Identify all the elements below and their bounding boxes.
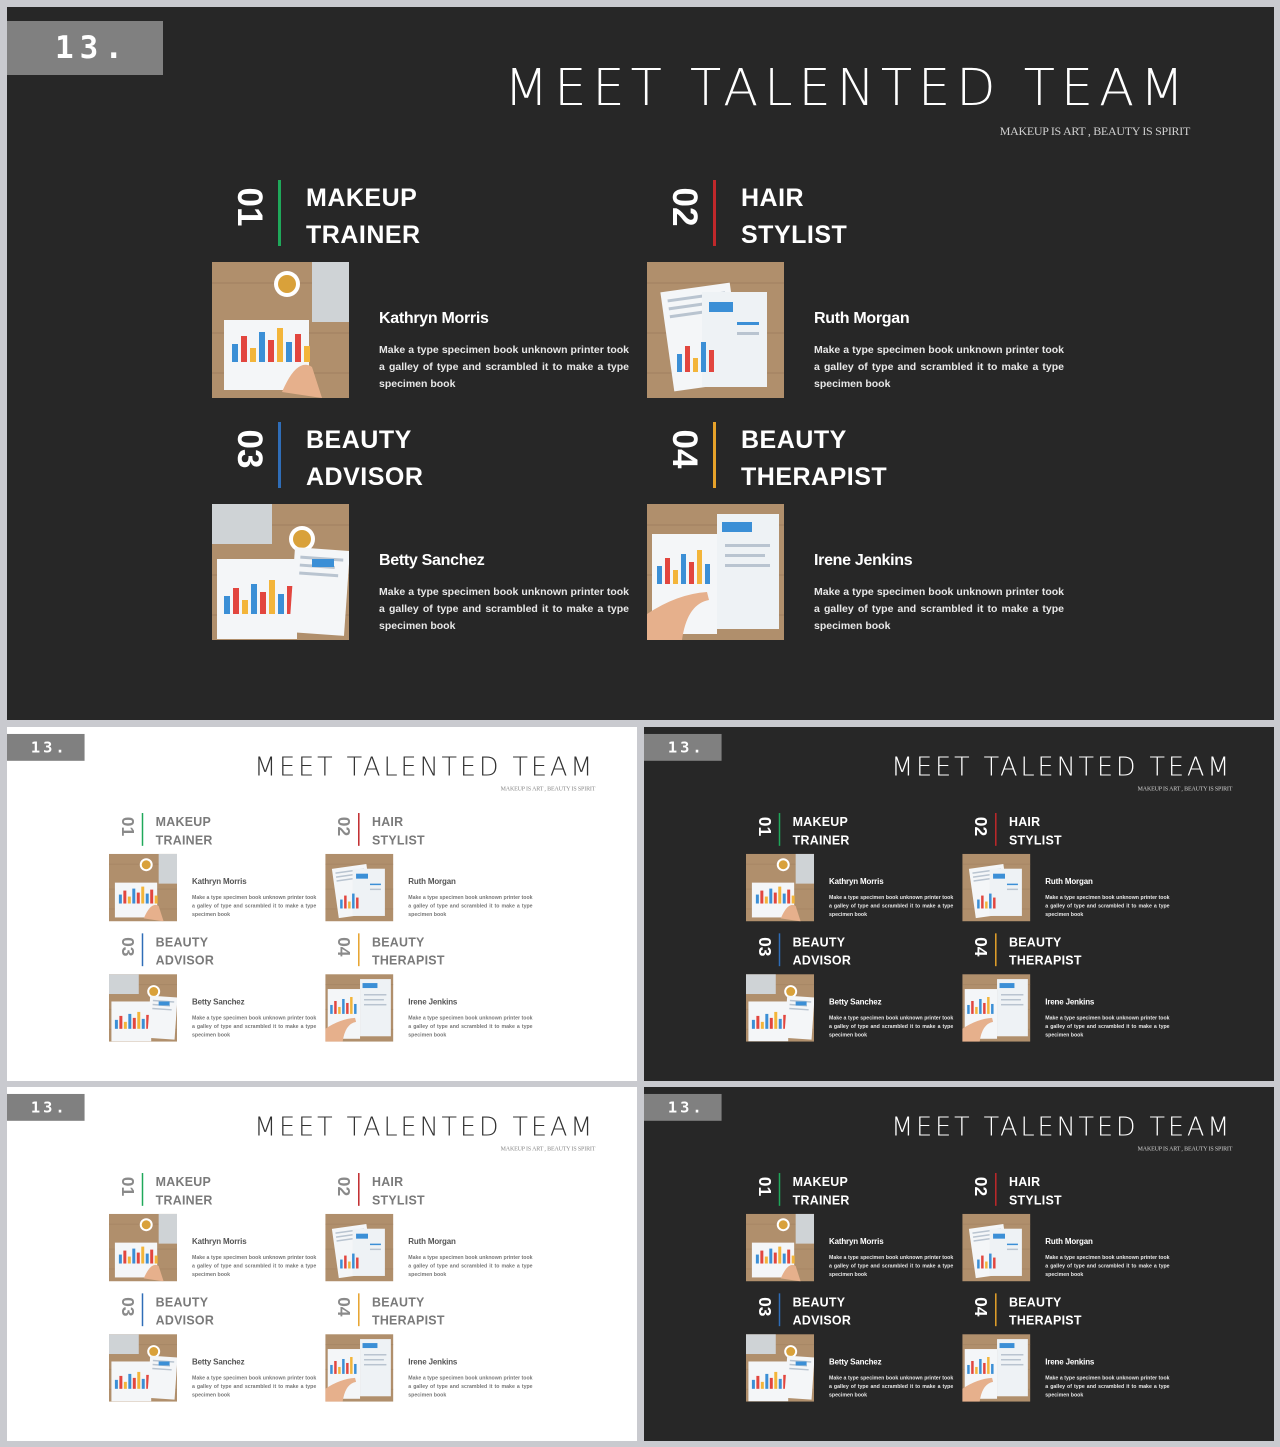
member-role-line2: ADVISOR: [155, 953, 215, 968]
photo-illustration: [647, 504, 784, 640]
photo-illustration: [325, 974, 393, 1042]
member-description: Make a type specimen book unknown printer took a galley of type and scrambled it to make a type specimen book: [379, 586, 629, 632]
photo-illustration: [746, 1214, 814, 1282]
member-accent-bar: [779, 813, 780, 846]
team-member-card: [212, 422, 632, 652]
team-member-card: [962, 1293, 1171, 1407]
member-role-line1: MAKEUP: [155, 815, 212, 829]
slide-number-tag: 13.: [644, 734, 722, 761]
member-description: Make a type specimen book unknown printer took a galley of type and scrambled it to make a type specimen book: [1045, 1254, 1170, 1278]
member-role-line2: STYLIST: [741, 221, 848, 249]
member-photo: [647, 504, 784, 640]
member-description: Make a type specimen book unknown printer took a galley of type and scrambled it to make a type specimen book: [191, 1014, 317, 1038]
photo-illustration: [962, 1214, 1030, 1282]
member-name: Kathryn Morris: [191, 1237, 247, 1247]
member-photo: [212, 504, 349, 640]
member-description: Make a type specimen book unknown printer took a galley of type and scrambled it to make a type specimen book: [828, 1014, 954, 1038]
member-number: 01: [117, 816, 138, 837]
member-name: Kathryn Morris: [828, 1237, 884, 1247]
member-description: Make a type specimen book unknown printer took a galley of type and scrambled it to make a type specimen book: [814, 344, 1064, 390]
member-role: [306, 180, 421, 254]
team-member-card: [109, 933, 318, 1047]
member-role-line1: BEAUTY: [371, 935, 425, 950]
team-member-card: [746, 1293, 955, 1407]
member-role: [372, 933, 445, 970]
member-number: 04: [971, 1297, 991, 1317]
member-photo: [962, 974, 1030, 1042]
member-accent-bar: [779, 1173, 780, 1206]
member-accent-bar: [713, 180, 716, 246]
member-photo: [647, 262, 784, 398]
member-role: [793, 1293, 851, 1330]
member-accent-bar: [779, 933, 780, 966]
member-accent-bar: [278, 422, 281, 488]
member-role: [372, 813, 425, 850]
slide-subtitle: MAKEUP IS ART , BEAUTY IS SPIRIT: [500, 1145, 596, 1153]
member-photo: [325, 1214, 393, 1282]
member-role: [1009, 1173, 1062, 1210]
member-role-line1: HAIR: [1008, 815, 1041, 829]
member-number: 04: [665, 429, 704, 469]
slide-title: MEET TALENTED TEAM: [504, 59, 1190, 118]
member-role-line1: BEAUTY: [155, 935, 209, 950]
team-member-card: [746, 1173, 955, 1287]
member-accent-bar: [995, 813, 996, 846]
photo-illustration: [647, 262, 784, 398]
team-member-card: [325, 1293, 534, 1407]
member-accent-bar: [142, 1173, 143, 1206]
photo-illustration: [325, 1214, 393, 1282]
team-member-card: [325, 933, 534, 1047]
member-role: [741, 180, 847, 254]
slide-title: MEET TALENTED TEAM: [891, 1112, 1233, 1143]
member-accent-bar: [358, 1173, 359, 1206]
slide-title: MEET TALENTED TEAM: [254, 752, 596, 783]
member-role-line1: HAIR: [741, 184, 805, 212]
member-photo: [962, 1334, 1030, 1402]
slide-dark: [644, 1087, 1274, 1441]
slide-title: MEET TALENTED TEAM: [891, 752, 1233, 783]
member-number: 02: [334, 816, 354, 837]
slide-number-tag: 13.: [7, 21, 163, 75]
member-role: [793, 1173, 850, 1210]
slide-subtitle: MAKEUP IS ART , BEAUTY IS SPIRIT: [1137, 1145, 1233, 1153]
team-member-card: [325, 1173, 534, 1287]
member-role-line1: BEAUTY: [792, 935, 846, 950]
member-name: Ruth Morgan: [408, 877, 456, 887]
member-number: 03: [754, 937, 775, 957]
member-role: [741, 422, 887, 496]
member-number: 02: [971, 816, 991, 837]
member-role-line2: ADVISOR: [792, 1313, 852, 1328]
photo-illustration: [109, 854, 177, 922]
member-accent-bar: [142, 813, 143, 846]
member-role-line1: MAKEUP: [306, 184, 418, 212]
team-member-card: [325, 813, 534, 927]
member-photo: [109, 974, 177, 1042]
member-role-line1: BEAUTY: [792, 1295, 846, 1310]
member-name: Betty Sanchez: [828, 1357, 882, 1367]
member-role-line2: STYLIST: [371, 833, 425, 848]
member-role: [306, 422, 423, 496]
member-accent-bar: [995, 933, 996, 966]
member-role: [1009, 933, 1082, 970]
member-accent-bar: [779, 1293, 780, 1326]
member-photo: [746, 1334, 814, 1402]
member-name: Ruth Morgan: [1045, 877, 1093, 887]
member-role: [156, 813, 213, 850]
member-name: Betty Sanchez: [191, 1357, 245, 1367]
member-number: 02: [665, 187, 704, 227]
member-description: Make a type specimen book unknown printer took a galley of type and scrambled it to make a type specimen book: [1045, 894, 1170, 918]
member-description: Make a type specimen book unknown printer took a galley of type and scrambled it to make a type specimen book: [828, 1374, 954, 1398]
member-role-line2: TRAINER: [306, 221, 421, 249]
member-name: Irene Jenkins: [1045, 1357, 1095, 1367]
member-description: Make a type specimen book unknown printer took a galley of type and scrambled it to make a type specimen book: [408, 1014, 533, 1038]
member-role: [793, 933, 851, 970]
team-member-card: [109, 1173, 318, 1287]
member-role-line2: TRAINER: [155, 833, 213, 848]
member-accent-bar: [713, 422, 716, 488]
member-role: [372, 1293, 445, 1330]
member-role-line2: ADVISOR: [792, 953, 852, 968]
member-name: Ruth Morgan: [408, 1237, 456, 1247]
member-role-line2: ADVISOR: [306, 463, 424, 491]
member-role-line2: THERAPIST: [371, 1313, 445, 1328]
member-photo: [962, 1214, 1030, 1282]
member-number: 02: [971, 1176, 991, 1197]
slide-dark: [7, 7, 1274, 720]
photo-illustration: [212, 262, 349, 398]
member-role: [156, 1173, 213, 1210]
member-accent-bar: [358, 813, 359, 846]
member-role-line2: STYLIST: [1008, 833, 1062, 848]
member-description: Make a type specimen book unknown printer took a galley of type and scrambled it to make a type specimen book: [1045, 1014, 1170, 1038]
member-role-line2: TRAINER: [155, 1193, 213, 1208]
member-photo: [109, 854, 177, 922]
member-description: Make a type specimen book unknown printer took a galley of type and scrambled it to make a type specimen book: [1045, 1374, 1170, 1398]
slide-canvas: [7, 7, 1274, 720]
member-role-line2: THERAPIST: [741, 463, 888, 491]
team-member-card: [746, 813, 955, 927]
member-role-line1: BEAUTY: [306, 426, 412, 454]
slide-canvas: [644, 1087, 1274, 1441]
member-number: 03: [117, 1297, 138, 1317]
member-description: Make a type specimen book unknown printer took a galley of type and scrambled it to make a type specimen book: [191, 894, 317, 918]
photo-illustration: [746, 854, 814, 922]
slide-number-tag: 13.: [644, 1094, 722, 1121]
slide-light: [7, 1087, 637, 1441]
member-role-line2: ADVISOR: [155, 1313, 215, 1328]
slide-number-tag: 13.: [7, 734, 85, 761]
member-photo: [109, 1214, 177, 1282]
photo-illustration: [962, 974, 1030, 1042]
member-name: Irene Jenkins: [408, 997, 458, 1007]
member-description: Make a type specimen book unknown printer took a galley of type and scrambled it to make a type specimen book: [408, 894, 533, 918]
slide-canvas: [7, 1087, 637, 1441]
member-number: 04: [334, 1297, 354, 1317]
member-name: Ruth Morgan: [814, 310, 910, 327]
member-name: Kathryn Morris: [379, 310, 489, 327]
member-accent-bar: [358, 933, 359, 966]
member-accent-bar: [995, 1293, 996, 1326]
photo-illustration: [962, 1334, 1030, 1402]
member-role-line1: MAKEUP: [792, 1175, 849, 1189]
team-member-card: [647, 180, 1067, 410]
slide-canvas: [7, 727, 637, 1081]
member-name: Irene Jenkins: [408, 1357, 458, 1367]
member-name: Irene Jenkins: [814, 552, 913, 569]
member-photo: [325, 974, 393, 1042]
team-member-card: [109, 813, 318, 927]
member-description: Make a type specimen book unknown printer took a galley of type and scrambled it to make a type specimen book: [191, 1254, 317, 1278]
member-role: [1009, 813, 1062, 850]
team-member-card: [962, 1173, 1171, 1287]
member-role-line1: BEAUTY: [1008, 1295, 1062, 1310]
member-number: 02: [334, 1176, 354, 1197]
photo-illustration: [212, 504, 349, 640]
member-name: Kathryn Morris: [191, 877, 247, 887]
member-description: Make a type specimen book unknown printer took a galley of type and scrambled it to make a type specimen book: [814, 586, 1064, 632]
team-member-card: [109, 1293, 318, 1407]
member-name: Irene Jenkins: [1045, 997, 1095, 1007]
member-role-line2: THERAPIST: [1008, 1313, 1082, 1328]
photo-illustration: [109, 1214, 177, 1282]
member-number: 03: [117, 937, 138, 957]
photo-illustration: [962, 854, 1030, 922]
member-description: Make a type specimen book unknown printer took a galley of type and scrambled it to make a type specimen book: [191, 1374, 317, 1398]
member-name: Betty Sanchez: [191, 997, 245, 1007]
slide-subtitle: MAKEUP IS ART , BEAUTY IS SPIRIT: [999, 124, 1190, 138]
slide-light: [7, 727, 637, 1081]
member-accent-bar: [995, 1173, 996, 1206]
member-name: Betty Sanchez: [379, 552, 485, 569]
member-accent-bar: [278, 180, 281, 246]
member-role-line2: THERAPIST: [371, 953, 445, 968]
member-accent-bar: [142, 1293, 143, 1326]
member-role: [156, 933, 214, 970]
team-member-card: [962, 933, 1171, 1047]
member-role: [372, 1173, 425, 1210]
photo-illustration: [746, 974, 814, 1042]
member-name: Kathryn Morris: [828, 877, 884, 887]
member-accent-bar: [142, 933, 143, 966]
member-role-line1: HAIR: [371, 1175, 404, 1189]
member-role: [1009, 1293, 1082, 1330]
member-photo: [746, 1214, 814, 1282]
member-photo: [109, 1334, 177, 1402]
team-member-card: [647, 422, 1067, 652]
member-role-line1: MAKEUP: [792, 815, 849, 829]
photo-illustration: [109, 974, 177, 1042]
member-role-line1: HAIR: [1008, 1175, 1041, 1189]
member-role-line1: BEAUTY: [1008, 935, 1062, 950]
member-role-line2: STYLIST: [371, 1193, 425, 1208]
member-photo: [746, 854, 814, 922]
member-number: 01: [754, 1176, 775, 1197]
member-description: Make a type specimen book unknown printer took a galley of type and scrambled it to make a type specimen book: [408, 1374, 533, 1398]
member-number: 01: [117, 1176, 138, 1197]
photo-illustration: [325, 854, 393, 922]
slide-dark: [644, 727, 1274, 1081]
member-role-line1: BEAUTY: [155, 1295, 209, 1310]
photo-illustration: [109, 1334, 177, 1402]
member-photo: [746, 974, 814, 1042]
member-number: 01: [230, 187, 269, 227]
member-photo: [962, 854, 1030, 922]
team-member-card: [746, 933, 955, 1047]
member-role-line2: THERAPIST: [1008, 953, 1082, 968]
slide-subtitle: MAKEUP IS ART , BEAUTY IS SPIRIT: [1137, 785, 1233, 793]
member-number: 03: [230, 429, 269, 469]
team-member-card: [962, 813, 1171, 927]
member-description: Make a type specimen book unknown printer took a galley of type and scrambled it to make a type specimen book: [828, 894, 954, 918]
slide-subtitle: MAKEUP IS ART , BEAUTY IS SPIRIT: [500, 785, 596, 793]
member-number: 01: [754, 816, 775, 837]
member-role: [156, 1293, 214, 1330]
member-photo: [325, 1334, 393, 1402]
slide-title: MEET TALENTED TEAM: [254, 1112, 596, 1143]
photo-illustration: [325, 1334, 393, 1402]
member-role-line1: MAKEUP: [155, 1175, 212, 1189]
member-name: Betty Sanchez: [828, 997, 882, 1007]
member-role-line1: BEAUTY: [741, 426, 847, 454]
member-description: Make a type specimen book unknown printer took a galley of type and scrambled it to make a type specimen book: [408, 1254, 533, 1278]
member-role: [793, 813, 850, 850]
member-description: Make a type specimen book unknown printer took a galley of type and scrambled it to make a type specimen book: [379, 344, 629, 390]
photo-illustration: [746, 1334, 814, 1402]
member-photo: [212, 262, 349, 398]
member-description: Make a type specimen book unknown printer took a galley of type and scrambled it to make a type specimen book: [828, 1254, 954, 1278]
member-role-line1: HAIR: [371, 815, 404, 829]
member-photo: [325, 854, 393, 922]
member-accent-bar: [358, 1293, 359, 1326]
member-number: 03: [754, 1297, 775, 1317]
member-number: 04: [334, 937, 354, 957]
member-number: 04: [971, 937, 991, 957]
slide-canvas: [644, 727, 1274, 1081]
member-role-line2: TRAINER: [792, 833, 850, 848]
member-name: Ruth Morgan: [1045, 1237, 1093, 1247]
member-role-line2: TRAINER: [792, 1193, 850, 1208]
slide-number-tag: 13.: [7, 1094, 85, 1121]
team-member-card: [212, 180, 632, 410]
member-role-line2: STYLIST: [1008, 1193, 1062, 1208]
member-role-line1: BEAUTY: [371, 1295, 425, 1310]
